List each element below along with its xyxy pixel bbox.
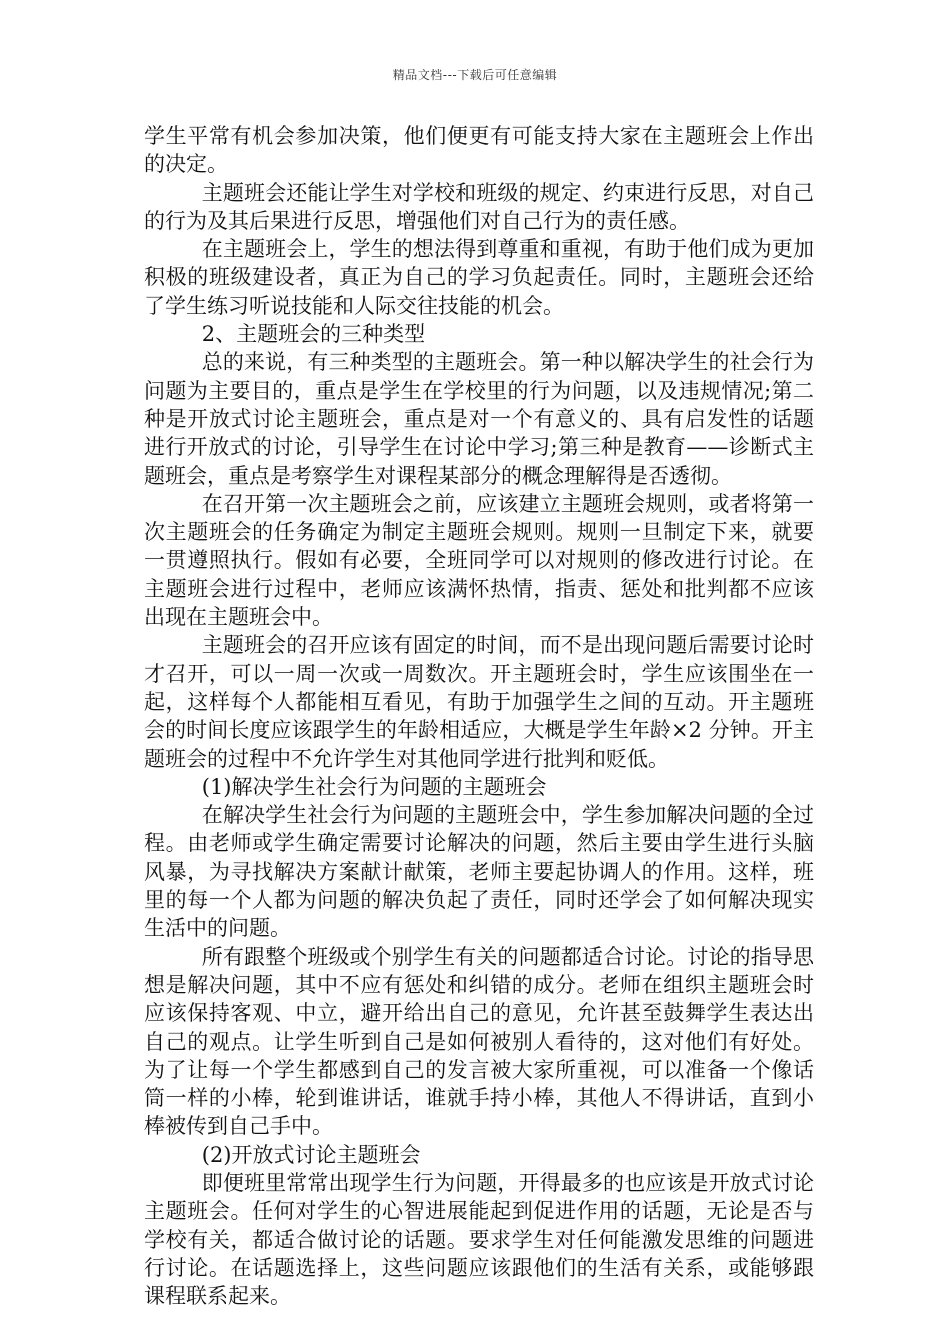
section-heading: 2、主题班会的三种类型 [201,322,426,347]
paragraph: 学生平常有机会参加决策，他们便更有可能支持大家在主题班会上作出的决定。 [144,124,814,177]
paragraph: 在召开第一次主题班会之前，应该建立主题班会规则，或者将第一次主题班会的任务确定为制定主题班会规则。规则一旦制定下来，就要一贯遵照执行。假如有必要，全班同学可以对规则的修改进行讨论。在主题班会进行过程中，老师应该满怀热情，指责、惩处和批判都不应该出现在主题班会中。 [144,491,814,630]
page-header: 精品文档---下载后可任意编辑 [392,68,558,82]
subsection-heading: (2)开放式讨论主题班会 [201,1142,421,1167]
paragraph: 即便班里常常出现学生行为问题，开得最多的也应该是开放式讨论主题班会。任何对学生的心智进展能起到促进作用的话题，无论是否与学校有关，都适合做讨论的话题。要求学生对任何能激发思维的问题进行讨论。在话题选择上，这些问题应该跟他们的生活有关系，或能够跟课程联系起来。 [144,1170,814,1309]
paragraph: 主题班会的召开应该有固定的时间，而不是出现问题后需要讨论时才召开，可以一周一次或一周数次。开主题班会时，学生应该围坐在一起，这样每个人都能相互看见，有助于加强学生之间的互动。开主题班会的时间长度应该跟学生的年龄相适应，大概是学生年龄×2 分钟。开主题班会的过程中不允许学生对其他同学进行批判和贬低。 [144,633,814,771]
subsection-heading: (1)解决学生社会行为问题的主题班会 [201,774,547,799]
paragraph: 在解决学生社会行为问题的主题班会中，学生参加解决问题的全过程。由老师或学生确定需要讨论解决的问题，然后主要由学生进行头脑风暴，为寻找解决方案献计献策，老师主要起协调人的作用。这样，班里的每一个人都为问题的解决负起了责任，同时还学会了如何解决现实生活中的问题。 [144,803,814,941]
paragraph: 所有跟整个班级或个别学生有关的问题都适合讨论。讨论的指导思想是解决问题，其中不应有惩处和纠错的成分。老师在组织主题班会时应该保持客观、中立，避开给出自己的意见，允许甚至鼓舞学生表达出自己的观点。让学生听到自己是如何被别人看待的，这对他们有好处。为了让每一个学生都感到自己的发言被大家所重视，可以准备一个像话筒一样的小棒，轮到谁讲话，谁就手持小棒，其他人不得讲话，直到小棒被传到自己手中。 [144,944,814,1139]
document-body [144,122,814,1310]
paragraph: 总的来说，有三种类型的主题班会。第一种以解决学生的社会行为问题为主要目的，重点是学生在学校里的行为问题，以及违规情况;第二种是开放式讨论主题班会，重点是对一个有意义的、具有启发性的话题进行开放式的讨论，引导学生在讨论中学习;第三种是教育——诊断式主题班会，重点是考察学生对课程某部分的概念理解得是否透彻。 [144,350,814,488]
paragraph: 主题班会还能让学生对学校和班级的规定、约束进行反思，对自己的行为及其后果进行反思，增强他们对自己行为的责任感。 [144,180,814,233]
paragraph: 在主题班会上，学生的想法得到尊重和重视，有助于他们成为更加积极的班级建设者，真正为自己的学习负起责任。同时，主题班会还给了学生练习听说技能和人际交往技能的机会。 [144,237,814,318]
